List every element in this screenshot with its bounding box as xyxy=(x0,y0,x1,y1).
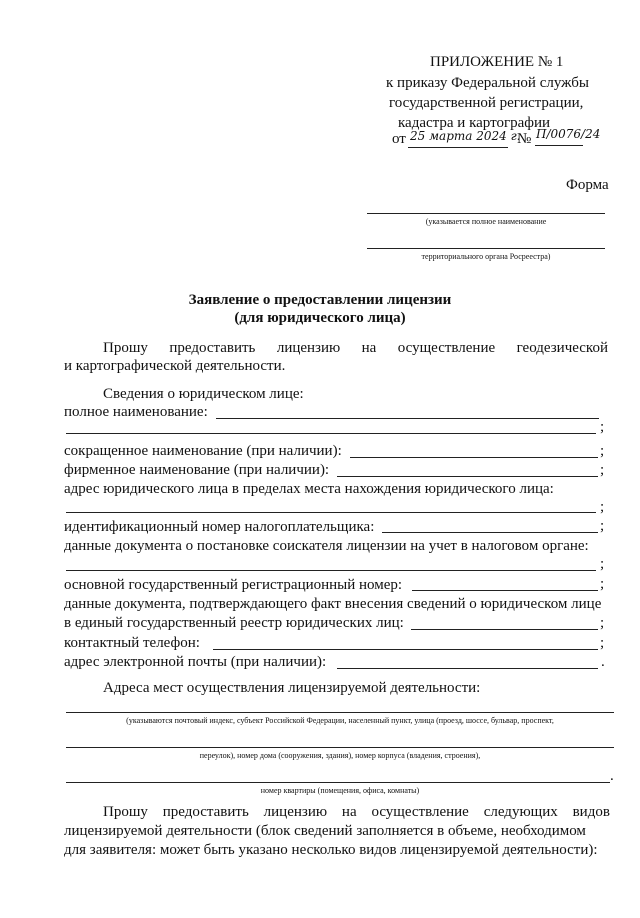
document-subtitle: (для юридического лица) xyxy=(234,310,406,326)
number-underline xyxy=(535,145,583,146)
period: . xyxy=(601,654,605,670)
inn-line xyxy=(382,532,598,533)
email-line xyxy=(337,668,598,669)
request-word: лицензию xyxy=(276,340,341,356)
semicolon: ; xyxy=(600,615,605,631)
full-name-label: полное наименование: xyxy=(64,404,208,420)
request-word: осуществление xyxy=(397,340,496,356)
period: . xyxy=(610,768,614,784)
request-line-2: и картографической деятельности. xyxy=(64,358,286,374)
egrul-label-1: данные документа, подтверждающего факт внесения сведений о юридическом лице xyxy=(64,596,602,612)
short-name-line xyxy=(350,457,598,458)
semicolon: ; xyxy=(600,518,605,534)
activity-word: видов xyxy=(572,804,610,820)
phone-label: контактный телефон: xyxy=(64,635,200,651)
semicolon: ; xyxy=(600,499,605,515)
semicolon: ; xyxy=(600,443,605,459)
semicolon: ; xyxy=(600,462,605,478)
activity-word: следующих xyxy=(483,804,558,820)
activity-types-line-1 xyxy=(103,804,610,821)
semicolon: ; xyxy=(600,635,605,651)
activity-places-caption-1: (указываются почтовый индекс, субъект Российской Федерации, населенный пункт, улица (проезд, шоссе, бульвар, проспект, xyxy=(126,716,554,725)
activity-word: Прошу xyxy=(103,804,148,820)
activity-word: на xyxy=(341,804,357,820)
request-word: геодезической xyxy=(516,340,608,356)
activity-places-heading: Адреса мест осуществления лицензируемой деятельности: xyxy=(103,680,481,696)
request-line-1 xyxy=(103,340,608,357)
request-word: предоставить xyxy=(169,340,256,356)
tax-registration-label: данные документа о постановке соискателя лицензии на учет в налоговом органе: xyxy=(64,538,589,554)
semicolon: ; xyxy=(600,419,605,435)
document-title: Заявление о предоставлении лицензии xyxy=(188,292,452,308)
short-name-label: сокращенное наименование (при наличии): xyxy=(64,443,342,459)
activity-places-caption-2: переулок), номер дома (сооружения, здания), номер корпуса (владения, строения), xyxy=(199,751,481,760)
address-label: адрес юридического лица в пределах места нахождения юридического лица: xyxy=(64,481,554,497)
brand-name-line xyxy=(337,476,598,477)
request-word: на xyxy=(361,340,377,356)
activity-places-line-2 xyxy=(66,747,614,748)
address-line xyxy=(66,512,596,513)
date-prefix: от xyxy=(392,131,406,147)
full-name-line-2 xyxy=(66,433,596,434)
activity-places-caption-3: номер квартиры (помещения, офиса, комнаты) xyxy=(260,786,420,795)
activity-types-line-3: для заявителя: может быть указано несколько видов лицензируемой деятельности): xyxy=(64,842,598,858)
ogrn-line xyxy=(412,590,598,591)
ogrn-label: основной государственный регистрационный номер: xyxy=(64,577,403,593)
appendix-title: ПРИЛОЖЕНИЕ № 1 xyxy=(430,54,564,70)
header-line-1: к приказу Федеральной службы xyxy=(386,75,590,91)
header-line-2: государственной регистрации, xyxy=(389,95,584,111)
semicolon: ; xyxy=(600,576,605,592)
date-underline xyxy=(408,147,508,148)
inn-label: идентификационный номер налогоплательщика: xyxy=(64,519,375,535)
activity-word: лицензию xyxy=(263,804,328,820)
activity-places-line-3 xyxy=(66,782,610,783)
full-name-line xyxy=(216,418,599,419)
semicolon: ; xyxy=(600,556,605,572)
brand-name-label: фирменное наименование (при наличии): xyxy=(64,462,330,478)
authority-caption-1: (указывается полное наименование xyxy=(425,217,547,226)
legal-entity-heading: Сведения о юридическом лице: xyxy=(103,386,304,402)
egrul-label-2: в единый государственный реестр юридических лиц: xyxy=(64,615,404,631)
phone-line xyxy=(213,649,598,650)
tax-registration-line xyxy=(66,570,596,571)
order-number: П/0076/24 xyxy=(536,127,601,141)
activity-places-line-1 xyxy=(66,712,614,713)
order-date: 25 марта 2024 г. xyxy=(410,129,521,143)
header-line-3: кадастра и картографии xyxy=(398,115,551,131)
activity-word: осуществление xyxy=(371,804,469,820)
authority-line-1 xyxy=(367,213,605,214)
authority-caption-2: территориального органа Росреестра) xyxy=(421,252,551,261)
request-word: Прошу xyxy=(103,340,148,356)
number-prefix: № xyxy=(517,131,532,147)
authority-line-2 xyxy=(367,248,605,249)
activity-types-line-2: лицензируемой деятельности (блок сведений заполняется в объеме, необходимом xyxy=(64,823,586,839)
form-label: Форма xyxy=(566,177,609,193)
email-label: адрес электронной почты (при наличии): xyxy=(64,654,327,670)
activity-word: предоставить xyxy=(162,804,249,820)
egrul-line xyxy=(411,629,598,630)
